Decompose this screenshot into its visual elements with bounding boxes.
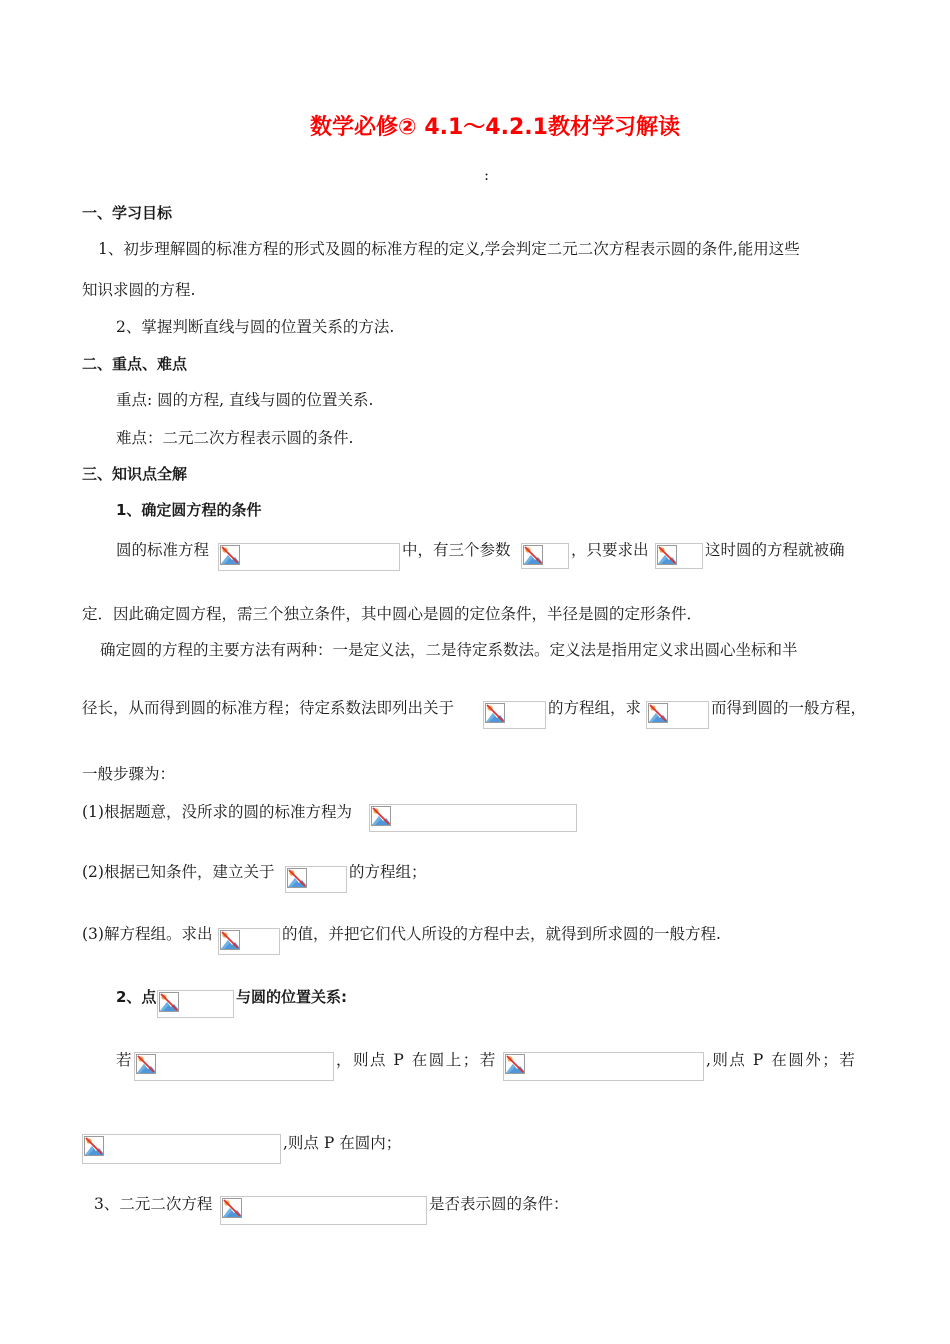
formula-image-params-found: [655, 543, 703, 569]
formula-image-on-circle: [134, 1052, 334, 1081]
subheading-circle-conditions: 1、确定圆方程的条件: [116, 501, 262, 519]
method-text-c: 而得到圆的一般方程，: [711, 699, 867, 717]
std-eq-text-b: 中，有三个参数: [402, 541, 511, 559]
formula-image-general-equation: [220, 1196, 427, 1225]
subheading-point-position-b: 与圆的位置关系:: [236, 988, 347, 1006]
formula-image-solve-unknowns: [646, 701, 709, 729]
position-text-c: ,则点 P 在圆外；若: [706, 1051, 857, 1069]
position-text-a: 若: [116, 1051, 132, 1069]
formula-image-unknowns: [483, 701, 546, 729]
broken-image-icon: [159, 992, 179, 1012]
subheading-point-position-a: 2、点: [116, 988, 157, 1006]
author-colon: :: [484, 166, 490, 184]
goal-1-line-1: 1、初步理解圆的标准方程的形式及圆的标准方程的定义,学会判定二元二次方程表示圆的条件,能用这些: [98, 240, 800, 258]
broken-image-icon: [485, 703, 505, 723]
method-line-1: 确定圆的方程的主要方法有两种：一是定义法，二是待定系数法。定义法是指用定义求出圆心坐标和半: [100, 641, 798, 659]
std-eq-text-a: 圆的标准方程: [116, 541, 210, 559]
formula-image-point-p: [157, 990, 234, 1018]
steps-intro: 一般步骤为：: [82, 765, 176, 783]
section-heading-key-points: 二、重点、难点: [82, 355, 188, 373]
formula-image-assumed-equation: [369, 804, 577, 832]
std-eq-line-2: 定．因此确定圆方程，需三个独立条件，其中圆心是圆的定位条件，半径是圆的定形条件．: [82, 605, 703, 623]
position-text-d: ,则点 P 在圆内；: [283, 1134, 402, 1152]
broken-image-icon: [220, 545, 240, 565]
broken-image-icon: [657, 545, 677, 565]
method-text-a: 径长，从而得到圆的标准方程；待定系数法即列出关于: [82, 699, 455, 717]
broken-image-icon: [84, 1136, 104, 1156]
difficult-point-text: 难点：二元二次方程表示圆的条件.: [116, 429, 354, 447]
subheading-quadratic-b: 是否表示圆的条件：: [429, 1195, 569, 1213]
goal-2: 2、掌握判断直线与圆的位置关系的方法.: [116, 318, 395, 336]
section-heading-goals: 一、学习目标: [82, 204, 173, 222]
formula-image-step3-unknowns: [218, 928, 280, 955]
formula-image-inside-circle: [82, 1134, 281, 1164]
step-2-text-b: 的方程组；: [349, 863, 427, 881]
broken-image-icon: [220, 930, 240, 950]
formula-image-standard-equation: [218, 543, 400, 571]
std-eq-text-d: 这时圆的方程就被确: [705, 541, 845, 559]
step-3-text-b: 的值，并把它们代人所设的方程中去，就得到所求圆的一般方程.: [282, 925, 721, 943]
step-3-text-a: (3)解方程组。求出: [82, 925, 213, 943]
formula-image-parameters: [521, 543, 569, 569]
position-text-b: ，则点 P 在圆上；若: [336, 1051, 497, 1069]
broken-image-icon: [505, 1054, 525, 1074]
broken-image-icon: [287, 868, 307, 888]
formula-image-outside-circle: [503, 1052, 704, 1081]
subheading-quadratic-a: 3、二元二次方程: [94, 1195, 213, 1213]
std-eq-text-c: ，只要求出: [571, 541, 649, 559]
step-1-text: (1)根据题意，没所求的圆的标准方程为: [82, 803, 352, 821]
method-text-b: 的方程组，求: [548, 699, 642, 717]
page-title: 数学必修② 4.1～4.2.1教材学习解读: [310, 115, 680, 140]
broken-image-icon: [136, 1054, 156, 1074]
broken-image-icon: [222, 1198, 242, 1218]
section-heading-knowledge: 三、知识点全解: [82, 465, 188, 483]
key-point-text: 重点: 圆的方程, 直线与圆的位置关系.: [116, 391, 374, 409]
goal-1-line-2: 知识求圆的方程.: [82, 281, 196, 299]
step-2-text-a: (2)根据已知条件，建立关于: [82, 863, 275, 881]
broken-image-icon: [523, 545, 543, 565]
formula-image-step2-unknowns: [285, 866, 347, 893]
broken-image-icon: [371, 806, 391, 826]
broken-image-icon: [648, 703, 668, 723]
